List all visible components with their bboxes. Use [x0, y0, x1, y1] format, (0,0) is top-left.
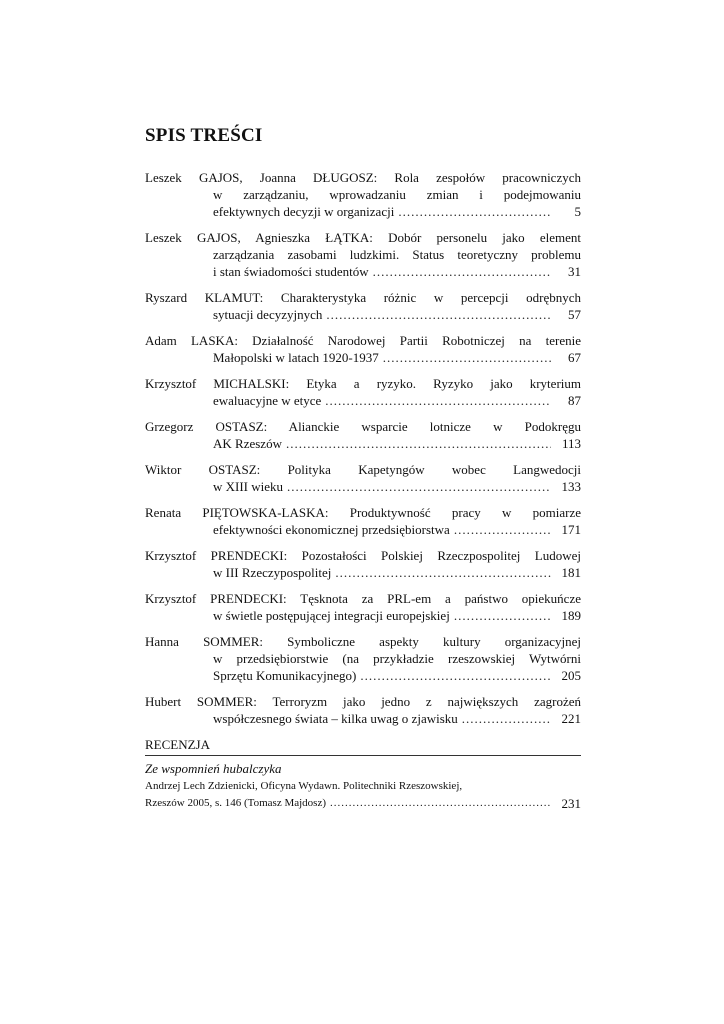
toc-entry-last-line	[145, 435, 581, 452]
toc-entry-last-line	[145, 306, 581, 323]
toc-entry-line: w zarządzaniu, wprowadzaniu zmian i podejmowaniu	[213, 187, 581, 202]
page-number: 67	[568, 350, 581, 365]
toc-entry-last-text: efektywnych decyzji w organizacji	[213, 204, 395, 219]
toc-entry-line: Krzysztof PRENDECKI: Tęsknota za PRL-em a państwo opiekuńcze	[145, 591, 581, 606]
toc-entry-line: Krzysztof PRENDECKI: Pozostałości Polskiej Rzeczpospolitej Ludowej	[145, 548, 581, 563]
dot-leader	[383, 349, 551, 366]
toc-entry-line: Wiktor OSTASZ: Polityka Kapetyngów wobec Langwedocji	[145, 462, 581, 477]
dot-leader	[335, 564, 551, 581]
toc-entry	[145, 375, 581, 409]
dot-leader	[454, 607, 551, 624]
toc-entry-last-line	[145, 607, 581, 624]
page-number: 205	[561, 668, 581, 683]
toc-entries	[145, 169, 581, 727]
toc-entry-line: Leszek GAJOS, Agnieszka ŁĄTKA: Dobór personelu jako element	[145, 230, 581, 245]
toc-entry	[145, 633, 581, 684]
review-title: Ze wspomnień hubalczyka	[145, 761, 282, 776]
dot-leader	[462, 710, 551, 727]
toc-entry	[145, 289, 581, 323]
toc-entry-line: w przedsiębiorstwie (na przykładzie rzeszowskiej Wytwórni	[213, 651, 581, 666]
toc-entry	[145, 590, 581, 624]
toc-entry-last-line	[145, 478, 581, 495]
review-section-heading: RECENZJA	[145, 736, 581, 756]
review-line: Andrzej Lech Zdzienicki, Oficyna Wydawn. Politechniki Rzeszowskiej,	[145, 780, 463, 792]
page-number: 181	[561, 565, 581, 580]
page-number: 231	[561, 796, 581, 811]
dot-leader	[398, 203, 551, 220]
page-number: 189	[561, 608, 581, 623]
page-number: 31	[568, 264, 581, 279]
toc-entry-last-text: Sprzętu Komunikacyjnego)	[213, 668, 357, 683]
table-of-contents	[145, 169, 581, 812]
toc-entry-last-text: ewaluacyjne w etyce	[213, 393, 322, 408]
toc-entry-line: Hubert SOMMER: Terroryzm jako jedno z największych zagrożeń	[145, 694, 581, 709]
toc-entry-last-line	[145, 564, 581, 581]
review-last-text: Rzeszów 2005, s. 146 (Tomasz Majdosz)	[145, 797, 327, 809]
toc-entry	[145, 332, 581, 366]
page-number: 171	[561, 522, 581, 537]
dot-leader	[373, 263, 551, 280]
toc-entry-last-line	[145, 521, 581, 538]
dot-leader	[325, 392, 551, 409]
toc-entry	[145, 547, 581, 581]
dot-leader	[454, 521, 551, 538]
toc-entry-line: Leszek GAJOS, Joanna DŁUGOSZ: Rola zespołów pracowniczych	[145, 170, 581, 185]
toc-entry	[145, 693, 581, 727]
toc-entry-last-line	[145, 667, 581, 684]
toc-entry-last-line	[145, 392, 581, 409]
toc-entry-last-line	[145, 710, 581, 727]
toc-entry	[145, 461, 581, 495]
toc-entry-line: Krzysztof MICHALSKI: Etyka a ryzyko. Ryzyko jako kryterium	[145, 376, 581, 391]
toc-entry-line: zarządzania zasobami ludzkimi. Status teoretyczny problemu	[213, 247, 581, 262]
toc-entry-last-text: Małopolski w latach 1920-1937	[213, 350, 379, 365]
dot-leader	[286, 435, 551, 452]
dot-leader	[326, 306, 551, 323]
toc-entry-last-line	[145, 203, 581, 220]
page-title: SPIS TREŚCI	[145, 125, 263, 146]
page-number: 57	[568, 307, 581, 322]
page-number: 5	[574, 204, 581, 219]
page-number: 113	[561, 436, 581, 451]
dot-leader	[330, 795, 551, 812]
toc-entry-last-text: w świetle postępującej integracji europejskiej	[213, 608, 450, 623]
toc-entry-last-text: w III Rzeczypospolitej	[213, 565, 332, 580]
toc-entry-line: Grzegorz OSTASZ: Alianckie wsparcie lotnicze w Podokręgu	[145, 419, 581, 434]
toc-entry-last-line	[145, 263, 581, 280]
toc-entry-line: Hanna SOMMER: Symboliczne aspekty kultury organizacyjnej	[145, 634, 581, 649]
toc-entry-line: Ryszard KLAMUT: Charakterystyka różnic w percepcji odrębnych	[145, 290, 581, 305]
toc-entry-line: Adam LASKA: Działalność Narodowej Partii Robotniczej na terenie	[145, 333, 581, 348]
review-details	[145, 778, 581, 812]
page-number: 221	[561, 711, 581, 726]
page-number: 133	[561, 479, 581, 494]
toc-entry-last-line	[145, 349, 581, 366]
dot-leader	[360, 667, 551, 684]
toc-entry	[145, 504, 581, 538]
toc-entry-last-text: w XIII wieku	[213, 479, 284, 494]
toc-entry	[145, 229, 581, 280]
dot-leader	[287, 478, 551, 495]
toc-entry-last-text: AK Rzeszów	[213, 436, 282, 451]
toc-entry-last-text: efektywności ekonomicznej przedsiębiorstwa	[213, 522, 450, 537]
toc-entry-last-text: współczesnego świata – kilka uwag o zjawisku	[213, 711, 458, 726]
toc-entry	[145, 169, 581, 220]
review-last-line	[145, 795, 581, 812]
toc-entry-last-text: i stan świadomości studentów	[213, 264, 369, 279]
page-number: 87	[568, 393, 581, 408]
toc-entry-line: Renata PIĘTOWSKA-LASKA: Produktywność pracy w pomiarze	[145, 505, 581, 520]
toc-entry-last-text: sytuacji decyzyjnych	[213, 307, 323, 322]
toc-entry	[145, 418, 581, 452]
